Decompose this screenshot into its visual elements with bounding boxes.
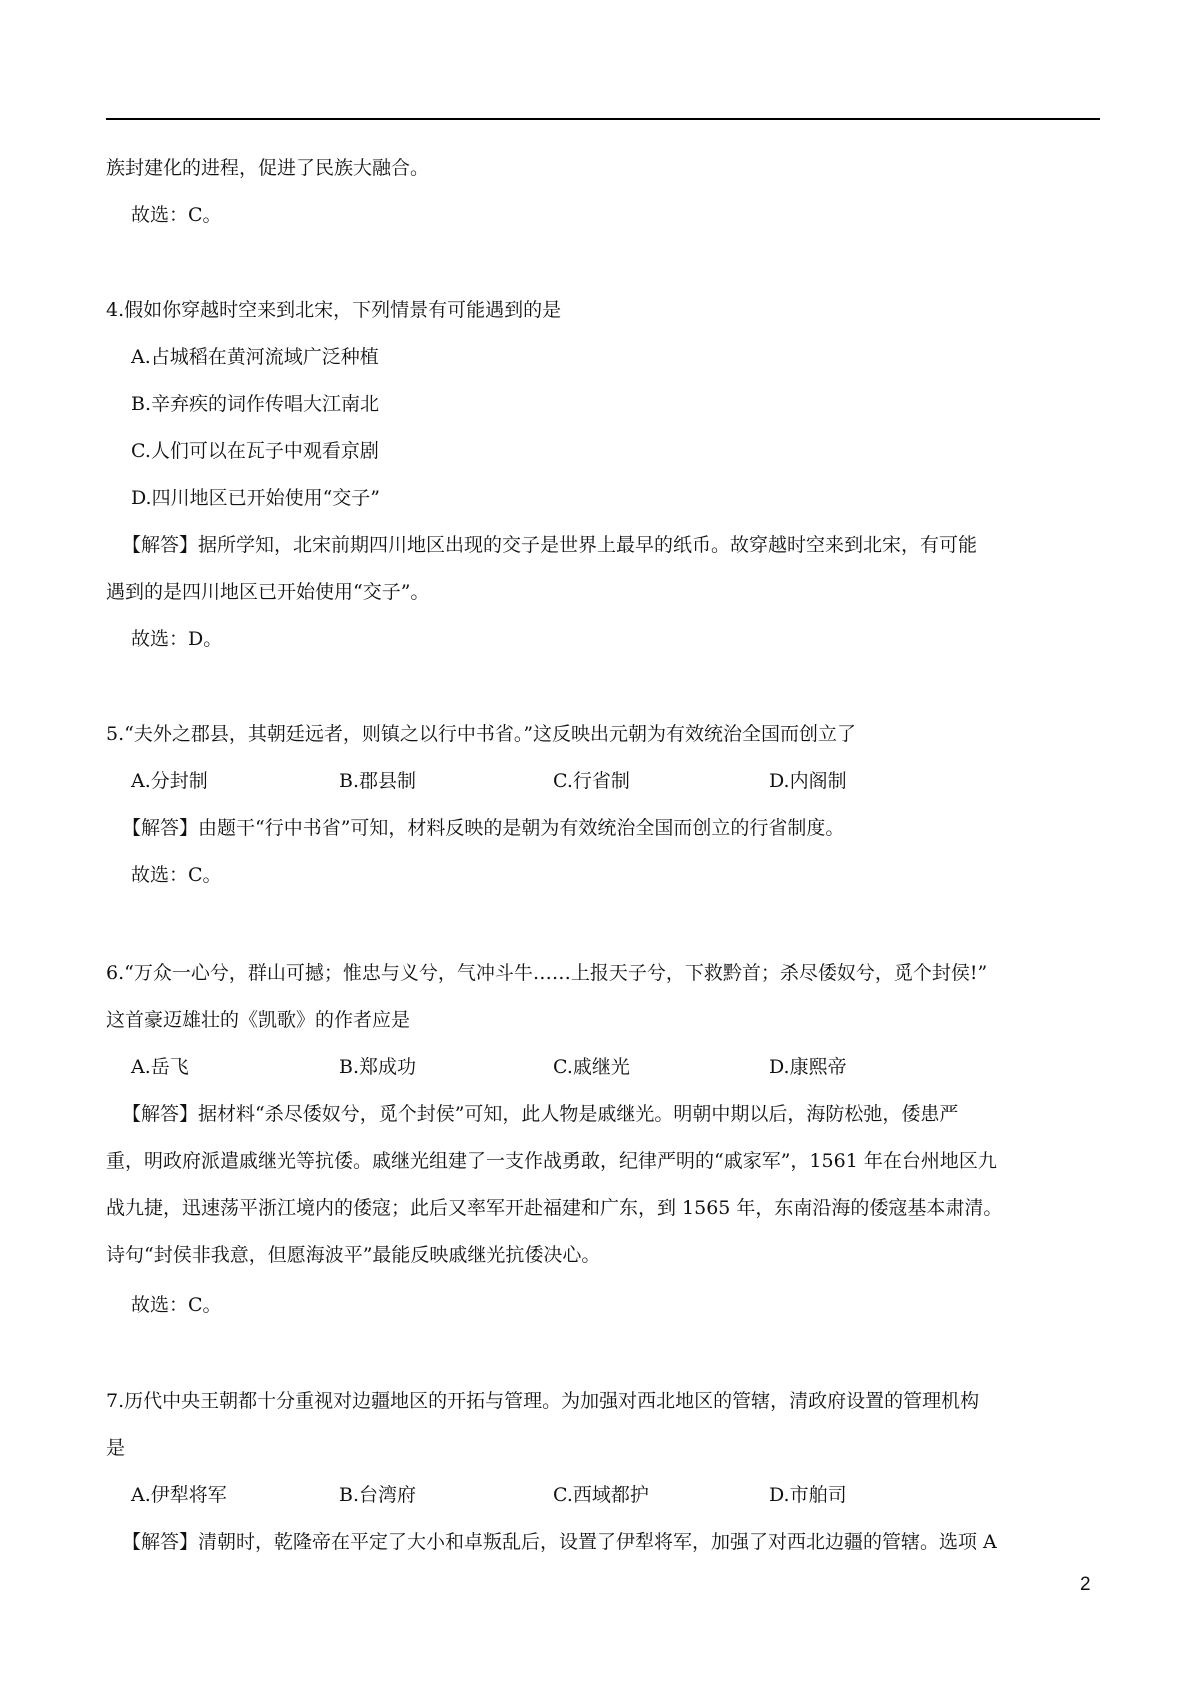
q6-stem-line-1: 6.“万众一心兮，群山可撼；惟忠与义兮，气冲斗牛……上报天子兮，下救黔首；杀尽倭奴兮，觅个封侯!” bbox=[106, 962, 988, 984]
page-number: 2 bbox=[1080, 1574, 1091, 1595]
q7-stem-line-2: 是 bbox=[106, 1437, 126, 1459]
q5-explanation: 【解答】由题干“行中书省”可知，材料反映的是朝为有效统治全国而创立的行省制度。 bbox=[122, 817, 845, 839]
q7-option-d: D.市舶司 bbox=[769, 1484, 847, 1506]
q6-explanation-line-3: 战九捷，迅速荡平浙江境内的倭寇；此后又率军开赴福建和广东，到 1565 年，东南沿海的倭寇基本肃清。 bbox=[106, 1197, 1003, 1219]
q4-answer: 故选：D。 bbox=[131, 628, 223, 650]
q6-stem-line-2: 这首豪迈雄壮的《凯歌》的作者应是 bbox=[106, 1009, 411, 1031]
q7-option-c: C.西域都护 bbox=[553, 1484, 649, 1506]
q6-explanation-line-2: 重，明政府派遣戚继光等抗倭。戚继光组建了一支作战勇敢，纪律严明的“戚家军”，1561 年在台州地区九 bbox=[106, 1150, 997, 1172]
q6-option-b: B.郑成功 bbox=[339, 1056, 417, 1078]
q7-explanation-line-1: 【解答】清朝时，乾隆帝在平定了大小和卓叛乱后，设置了伊犁将军，加强了对西北边疆的管辖。选项 A bbox=[122, 1531, 997, 1553]
q5-stem: 5.“夫外之郡县，其朝廷远者，则镇之以行中书省。”这反映出元朝为有效统治全国而创立了 bbox=[106, 723, 857, 745]
q4-option-d: D.四川地区已开始使用“交子” bbox=[131, 487, 381, 509]
q3-explanation-tail: 族封建化的进程，促进了民族大融合。 bbox=[106, 157, 430, 179]
q5-option-d: D.内阁制 bbox=[769, 770, 847, 792]
q6-answer: 故选：C。 bbox=[131, 1294, 222, 1316]
q6-option-d: D.康熙帝 bbox=[769, 1056, 847, 1078]
q6-option-a: A.岳飞 bbox=[131, 1056, 189, 1078]
q5-answer: 故选：C。 bbox=[131, 864, 222, 886]
q7-option-b: B.台湾府 bbox=[339, 1484, 417, 1506]
q4-explanation-line-2: 遇到的是四川地区已开始使用“交子”。 bbox=[106, 581, 430, 603]
q6-explanation-line-1: 【解答】据材料“杀尽倭奴兮，觅个封侯”可知，此人物是戚继光。明朝中期以后，海防松弛，倭患严 bbox=[122, 1103, 959, 1125]
q5-option-b: B.郡县制 bbox=[339, 770, 417, 792]
q4-explanation-line-1: 【解答】据所学知，北宋前期四川地区出现的交子是世界上最早的纸币。故穿越时空来到北宋，有可能 bbox=[122, 534, 978, 556]
q3-answer: 故选：C。 bbox=[131, 204, 222, 226]
q7-option-a: A.伊犁将军 bbox=[131, 1484, 227, 1506]
q4-option-b: B.辛弃疾的词作传唱大江南北 bbox=[131, 393, 380, 415]
q4-stem: 4.假如你穿越时空来到北宋，下列情景有可能遇到的是 bbox=[106, 299, 562, 321]
q7-stem-line-1: 7.历代中央王朝都十分重视对边疆地区的开拓与管理。为加强对西北地区的管辖，清政府设置的管理机构 bbox=[106, 1390, 980, 1412]
q5-option-c: C.行省制 bbox=[553, 770, 630, 792]
q6-option-c: C.戚继光 bbox=[553, 1056, 630, 1078]
q4-option-a: A.占城稻在黄河流域广泛种植 bbox=[131, 346, 379, 368]
q4-option-c: C.人们可以在瓦子中观看京剧 bbox=[131, 440, 379, 462]
q6-explanation-line-4: 诗句“封侯非我意，但愿海波平”最能反映戚继光抗倭决心。 bbox=[106, 1244, 601, 1266]
header-rule bbox=[106, 118, 1100, 120]
q5-option-a: A.分封制 bbox=[131, 770, 208, 792]
